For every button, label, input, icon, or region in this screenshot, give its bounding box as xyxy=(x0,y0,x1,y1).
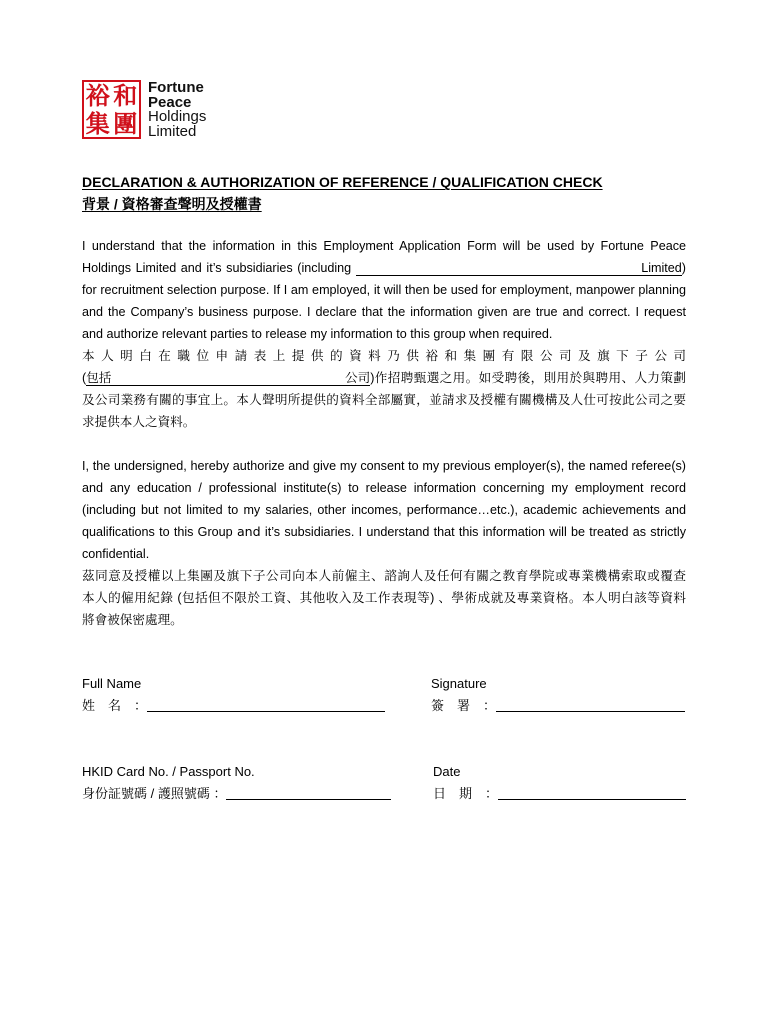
full-name-label: Full Name xyxy=(82,676,142,691)
declaration-line: and the Company’s business purpose. I declare that the information given are true and correct. I request xyxy=(82,305,686,319)
declaration-line-chinese: 及公司業務有關的事宜上。本人聲明所提供的資料全部屬實，並請求及授權有關機構及人仕可按此公司之要 xyxy=(82,393,686,407)
seal-char: 團 xyxy=(113,108,138,138)
consent-line xyxy=(82,521,686,543)
declaration-line-text: Holdings Limited and it’s subsidiaries (including xyxy=(82,261,356,275)
wordmark-line: Peace xyxy=(148,93,192,111)
seal-char: 裕 xyxy=(85,81,110,110)
declaration-body xyxy=(82,235,686,631)
signature-label: Signature xyxy=(431,676,487,691)
consent-line: (including but not limited to my salaries, other incomes, performance…etc.), academic achievements and xyxy=(82,503,686,517)
consent-line: I, the undersigned, hereby authorize and give my consent to my previous employer(s), the named referee(s) xyxy=(82,459,686,473)
id-number-label-chinese: 身份証號碼 / 護照號碼 ： xyxy=(82,786,227,801)
consent-line-text: and xyxy=(236,524,261,539)
consent-line-chinese: 本人的僱用紀錄 (包括但不限於工資、其他收入及工作表現等) 、學術成就及專業資格。本人明白該等資料 xyxy=(82,591,686,605)
seal-char: 和 xyxy=(113,81,138,110)
id-number-field xyxy=(82,761,391,805)
declaration-line-chinese xyxy=(82,367,686,389)
consent-line-text: qualifications to this Group xyxy=(82,525,237,539)
seal-char: 集 xyxy=(85,108,110,138)
form-title xyxy=(82,171,603,215)
logo-seal xyxy=(82,80,141,139)
full-name-row xyxy=(82,695,385,717)
title-english: DECLARATION & AUTHORIZATION OF REFERENCE / QUALIFICATION CHECK xyxy=(82,174,603,190)
consent-line-chinese: 將會被保密處理。 xyxy=(82,613,183,627)
declaration-line xyxy=(82,257,686,279)
title-chinese: 背景 / 資格審查聲明及授權書 xyxy=(82,196,262,212)
declaration-line-chinese: 本 人 明 白 在 職 位 申 請 表 上 提 供 的 資 料 乃 供 裕 和 集 團 有 限 公 司 及 旗 下 子 公 司 xyxy=(82,349,686,363)
declaration-line-text: ) xyxy=(681,261,686,275)
signature-input-line[interactable] xyxy=(496,701,685,712)
date-label: Date xyxy=(433,764,461,779)
subsidiary-name-field-chinese[interactable] xyxy=(86,371,370,386)
full-name-input-line[interactable] xyxy=(147,701,385,712)
date-label-chinese: 日 期 ： xyxy=(433,786,499,801)
full-name-label-chinese: 姓 名 ： xyxy=(82,698,148,713)
full-name-field xyxy=(82,673,385,717)
declaration-line: and authorize relevant parties to release my information to this group when required. xyxy=(82,327,553,341)
paragraph-spacer xyxy=(82,433,686,455)
declaration-line: I understand that the information in this Employment Application Form will be used by Fortune Peace xyxy=(82,239,686,253)
signature-field xyxy=(431,673,685,717)
id-number-input-line[interactable] xyxy=(226,789,391,800)
consent-line: confidential. xyxy=(82,547,150,561)
consent-line-chinese: 茲同意及授權以上集團及旗下子公司向本人前僱主、諮詢人及任何有關之教育學院或專業機構索取或覆查 xyxy=(82,569,686,583)
signature-row xyxy=(431,695,685,717)
date-input-line[interactable] xyxy=(498,789,686,800)
date-row xyxy=(433,783,686,805)
id-number-row xyxy=(82,783,391,805)
consent-line: and any education / professional institute(s) to release information concerning my employment record xyxy=(82,481,686,495)
subsidiary-field-prefix: 包括 xyxy=(86,371,112,385)
declaration-line-text: )作招聘甄選之用。如受聘後，則用於與聘用、人力策劃 xyxy=(370,371,686,385)
wordmark-line: Fortune xyxy=(148,79,204,96)
date-field xyxy=(433,761,686,805)
consent-line-text: it’s subsidiaries. I understand that this information will be treated as strictly xyxy=(260,525,686,539)
id-number-label: HKID Card No. / Passport No. xyxy=(82,764,255,779)
logo-wordmark xyxy=(148,81,206,139)
wordmark-line: Limited xyxy=(148,122,197,140)
subsidiary-field-suffix: 公司 xyxy=(345,371,371,385)
declaration-line: for recruitment selection purpose. If I am employed, it will then be used for employment, manpower planning xyxy=(82,283,686,297)
subsidiary-name-field[interactable] xyxy=(356,261,682,276)
wordmark-line: Holdings xyxy=(148,108,207,125)
subsidiary-field-suffix: Limited xyxy=(641,261,682,275)
signature-label-chinese: 簽 署 ： xyxy=(431,698,497,713)
declaration-line-text: ( xyxy=(82,371,87,385)
declaration-line-chinese: 求提供本人之資料。 xyxy=(82,415,196,429)
